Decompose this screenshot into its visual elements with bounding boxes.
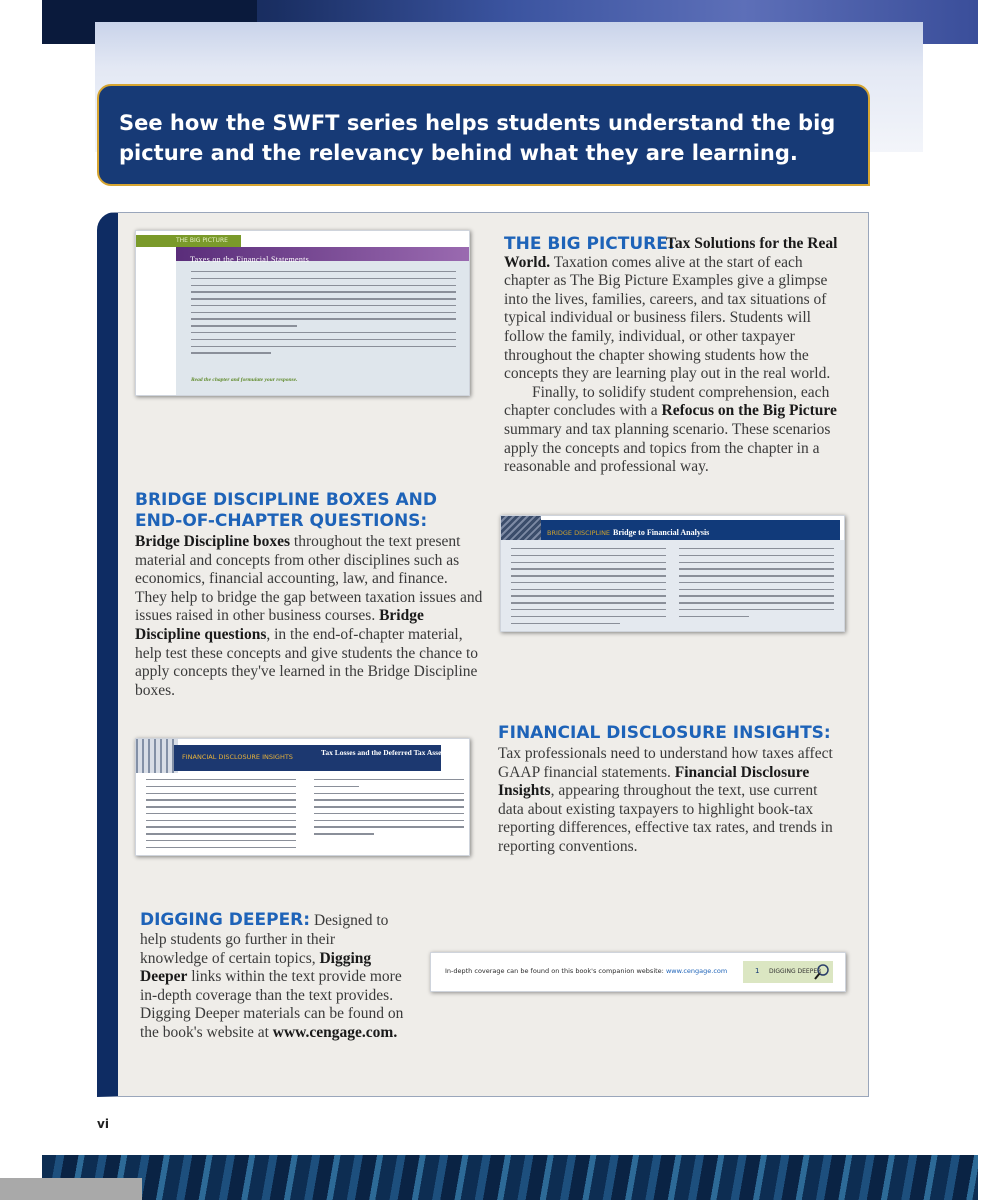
big-picture-title: THE BIG PICTURE: [504, 234, 675, 254]
big-picture-text-lines [191, 271, 456, 359]
financial-lines-left [146, 779, 296, 854]
big-picture-thumbnail [135, 230, 470, 396]
digging-body: DIGGING DEEPER: Designed to help students go further in their knowledge of certain topics, Digging Deeper links within the text provide more in-depth coverage than the text provides. Digging Deeper materials can be found on the book's website at www.cengage.com. [140, 910, 404, 1041]
big-picture-para2: Finally, to solidify student comprehension, each chapter concludes with a Refocus on the Big Picture summary and tax planning scenario. These scenarios apply the concepts and topics from the chapter in a reasonable and professional way. [504, 383, 837, 476]
bridge-body: Bridge Discipline boxes throughout the text present material and concepts from other disciplines such as economics, financial accounting, law, and finance. They help to bridge the gap between taxation issues and issues raised in other business courses. Bridge Discipline questions, in the end-of-chapter material, help test these concepts and give students the chance to apply concepts they've learned in the Bridge Discipline boxes. [135, 533, 483, 699]
bottom-left-block [0, 1178, 142, 1200]
big-picture-para1: Taxation comes alive at the start of each chapter as The Big Picture Examples give a glimpse into the lives, families, careers, and tax situations of typical individual or business filers. Students will follow the family, individual, or other taxpayer throughout the chapter showing students how the concepts they are learning play out in the real world. [504, 253, 831, 383]
bridge-bar: BRIDGE DISCIPLINE Bridge to Financial Analysis [541, 520, 840, 540]
big-picture-subtitle: Tax Solutions for the Real World. [504, 235, 838, 271]
financial-bar: FINANCIAL DISCLOSURE INSIGHTS Tax Losses and the Deferred Tax Asset [174, 745, 441, 771]
financial-photo-icon [136, 739, 178, 773]
bottom-banner [42, 1155, 978, 1200]
big-picture-thumb-title: Taxes on the Financial Statements [190, 255, 310, 264]
big-picture-footer: Read the chapter and formulate your response. [191, 377, 298, 383]
big-picture-body [504, 235, 849, 477]
big-picture-bar [176, 247, 469, 264]
bridge-title: BRIDGE DISCIPLINE BOXES AND END-OF-CHAPTER QUESTIONS: [135, 490, 438, 531]
digging-deeper-strip [430, 952, 846, 992]
magnifier-icon [813, 963, 831, 981]
big-picture-tag: THE BIG PICTURE [136, 235, 241, 247]
bridge-lines-right [679, 548, 834, 623]
bridge-thumbnail [500, 515, 845, 632]
digging-deeper-tag: 1 DIGGING DEEPER [743, 961, 833, 983]
financial-lines-right [314, 779, 464, 840]
financial-title: FINANCIAL DISCLOSURE INSIGHTS: [498, 723, 831, 743]
financial-thumbnail [135, 738, 470, 856]
financial-body: Tax professionals need to understand how taxes affect GAAP financial statements. Financial Disclosure Insights, appearing throughout the text, use current data about existing taxpayers to highlight book-tax reporting differences, effective tax rates, and trends in reporting conventions. [498, 745, 833, 855]
digging-strip-message: In-depth coverage can be found on this book's companion website: www.cengage.com [445, 967, 728, 975]
page-number: vi [97, 1117, 109, 1131]
bridge-photo-icon [501, 516, 541, 540]
digging-title: DIGGING DEEPER: [140, 910, 311, 930]
bridge-lines-left [511, 548, 666, 629]
cengage-link[interactable]: www.cengage.com [665, 967, 728, 975]
headline-text: See how the SWFT series helps students understand the big picture and the relevancy behind what they are learning. [119, 111, 836, 165]
headline-box [97, 84, 870, 186]
